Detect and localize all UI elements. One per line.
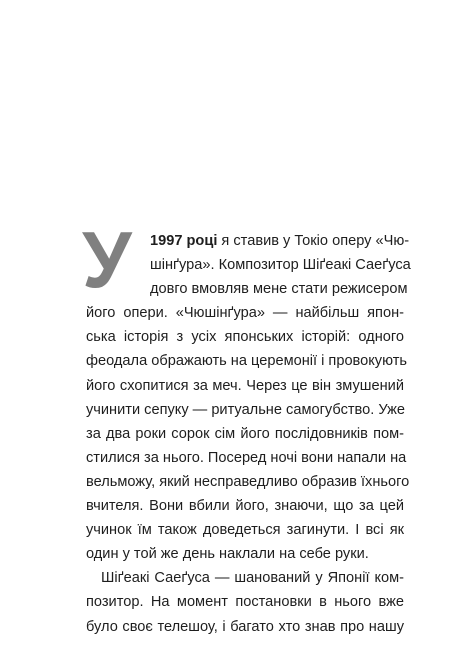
text-line: вчителя. Вони вбили його, знаючи, що за цей bbox=[86, 498, 404, 515]
text-line: позитор. На момент постановки в нього вже bbox=[86, 594, 404, 611]
text-line-rest: я ставив у Токіо оперу «Чю- bbox=[217, 233, 410, 249]
text-line: учинок їм також доведеться загинути. І всі як bbox=[86, 522, 404, 539]
text-line: вельможу, який несправедливо образив їхнього bbox=[86, 473, 410, 490]
text-line: стилися за нього. Посеред ночі вони напали на bbox=[86, 449, 407, 466]
body-text bbox=[86, 229, 411, 639]
text-line: шінґура». Композитор Шіґеакі Саеґуса bbox=[150, 257, 411, 274]
text-line bbox=[86, 229, 410, 253]
text-line: довго вмовляв мене стати режисером bbox=[150, 281, 408, 298]
text-line: один у той же день наклали на себе руки. bbox=[86, 546, 369, 563]
text-line: феодала ображають на церемонії і провокують bbox=[86, 353, 408, 370]
drop-cap-letter: У bbox=[82, 215, 132, 304]
text-line: було своє телешоу, і багато хто знав про нашу bbox=[86, 618, 404, 635]
text-line: його опери. «Чюшінґура» — найбільш япон- bbox=[86, 305, 404, 322]
text-line: учинити сепуку — ритуальне самогубство. Уже bbox=[86, 401, 406, 418]
text-line: за два роки сорок сім його послідовників пом- bbox=[86, 425, 404, 442]
text-line: Шіґеакі Саеґуса — шанований у Японії ком- bbox=[101, 570, 404, 587]
year-bold: 1997 році bbox=[150, 233, 218, 249]
text-line: його схопитися за меч. Через це він змушений bbox=[86, 377, 404, 394]
text-line: ська історія з усіх японських історій: одного bbox=[86, 329, 404, 346]
